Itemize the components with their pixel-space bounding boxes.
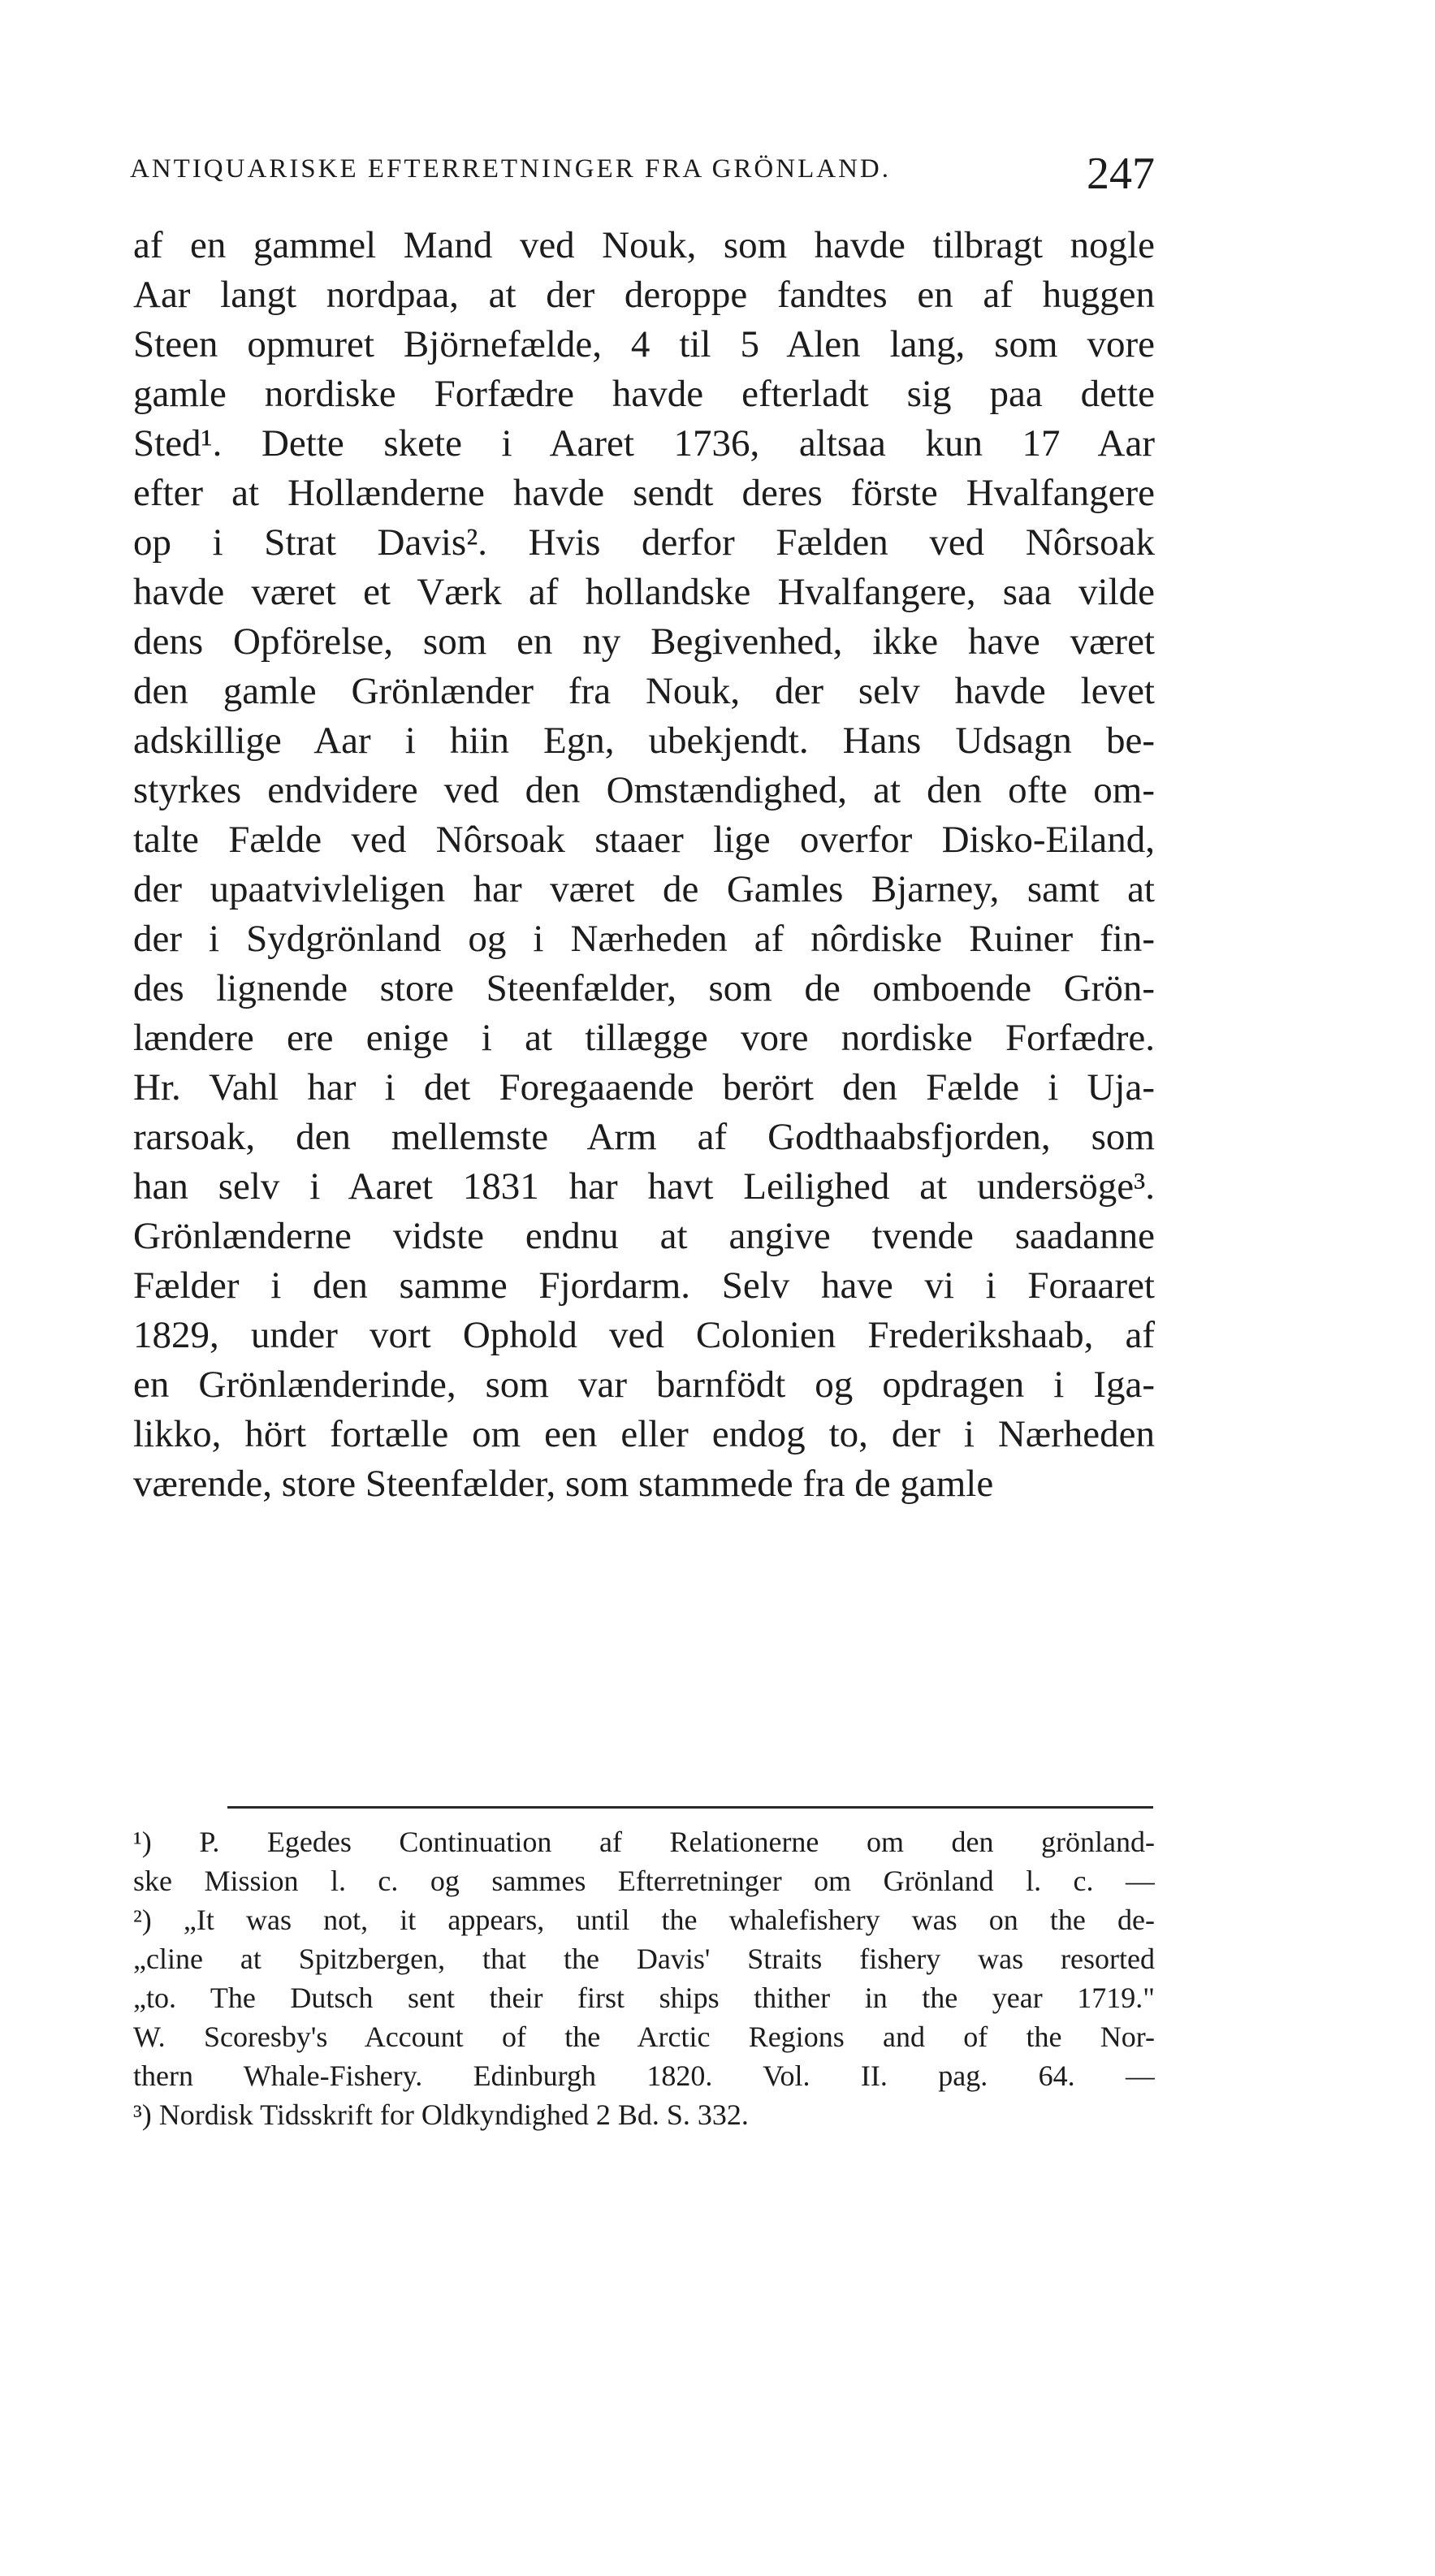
body-line: havde været et Værk af hollandske Hvalfangere, saa vilde bbox=[133, 571, 1155, 613]
body-line: Steen opmuret Björnefælde, 4 til 5 Alen lang, som vore bbox=[133, 323, 1155, 365]
body-line: rarsoak, den mellemste Arm af Godthaabsfjorden, som bbox=[133, 1116, 1155, 1158]
body-line: 1829, under vort Ophold ved Colonien Frederikshaab, af bbox=[133, 1314, 1155, 1356]
footnote-line: thern Whale-Fishery. Edinburgh 1820. Vol. II. pag. 64. — bbox=[133, 2060, 1155, 2092]
body-text bbox=[133, 221, 1155, 1509]
body-line: lændere ere enige i at tillægge vore nordiske Forfædre. bbox=[133, 1017, 1155, 1059]
body-line: Fælder i den samme Fjordarm. Selv have vi i Foraaret bbox=[133, 1264, 1155, 1307]
body-line: efter at Hollænderne havde sendt deres förste Hvalfangere bbox=[133, 472, 1155, 514]
body-line: den gamle Grönlænder fra Nouk, der selv havde levet bbox=[133, 670, 1155, 712]
page-number: 247 bbox=[1087, 149, 1155, 199]
body-line: der upaatvivleligen har været de Gamles Bjarney, samt at bbox=[133, 868, 1155, 910]
body-line: adskillige Aar i hiin Egn, ubekjendt. Hans Udsagn be- bbox=[133, 720, 1155, 762]
body-line: dens Opförelse, som en ny Begivenhed, ikke have været bbox=[133, 620, 1155, 663]
body-line: af en gammel Mand ved Nouk, som havde tilbragt nogle bbox=[133, 224, 1155, 266]
footnote-line: W. Scoresby's Account of the Arctic Regions and of the Nor- bbox=[133, 2021, 1155, 2053]
footnote-line: „cline at Spitzbergen, that the Davis' Straits fishery was resorted bbox=[133, 1943, 1155, 1975]
running-head bbox=[130, 148, 1155, 205]
body-line: værende, store Steenfælder, som stammede fra de gamle bbox=[133, 1463, 994, 1505]
body-line: Sted¹. Dette skete i Aaret 1736, altsaa kun 17 Aar bbox=[133, 422, 1155, 465]
body-line: likko, hört fortælle om een eller endog to, der i Nærheden bbox=[133, 1413, 1155, 1455]
body-line: talte Fælde ved Nôrsoak staaer lige overfor Disko-Eiland, bbox=[133, 819, 1155, 861]
body-line: gamle nordiske Forfædre havde efterladt sig paa dette bbox=[133, 373, 1155, 415]
footnote-line: „to. The Dutsch sent their first ships thither in the year 1719." bbox=[133, 1982, 1155, 2014]
body-line: styrkes endvidere ved den Omstændighed, at den ofte om- bbox=[133, 769, 1155, 811]
running-head-title: ANTIQUARISKE EFTERRETNINGER FRA GRÖNLAND. bbox=[130, 154, 891, 184]
body-line: en Grönlænderinde, som var barnfödt og opdragen i Iga- bbox=[133, 1364, 1155, 1406]
footnotes bbox=[133, 1822, 1155, 2134]
body-line: des lignende store Steenfælder, som de omboende Grön- bbox=[133, 967, 1155, 1009]
footnote-line: ske Mission l. c. og sammes Efterretninger om Grönland l. c. — bbox=[133, 1865, 1155, 1897]
footnote-divider bbox=[227, 1806, 1153, 1809]
footnote-line: ¹) P. Egedes Continuation af Relationerne om den grönland- bbox=[133, 1826, 1155, 1858]
body-line: der i Sydgrönland og i Nærheden af nôrdiske Ruiner fin- bbox=[133, 918, 1155, 960]
body-line: op i Strat Davis². Hvis derfor Fælden ved Nôrsoak bbox=[133, 521, 1155, 564]
body-line: Hr. Vahl har i det Foregaaende berört den Fælde i Uja- bbox=[133, 1066, 1155, 1109]
footnote-line: ²) „It was not, it appears, until the whalefishery was on the de- bbox=[133, 1904, 1155, 1936]
footnote-line: ³) Nordisk Tidsskrift for Oldkyndighed 2 Bd. S. 332. bbox=[133, 2098, 749, 2131]
body-line: Aar langt nordpaa, at der deroppe fandtes en af huggen bbox=[133, 274, 1155, 316]
body-line: han selv i Aaret 1831 har havt Leilighed at undersöge³. bbox=[133, 1165, 1155, 1208]
body-line: Grönlænderne vidste endnu at angive tvende saadanne bbox=[133, 1215, 1155, 1257]
